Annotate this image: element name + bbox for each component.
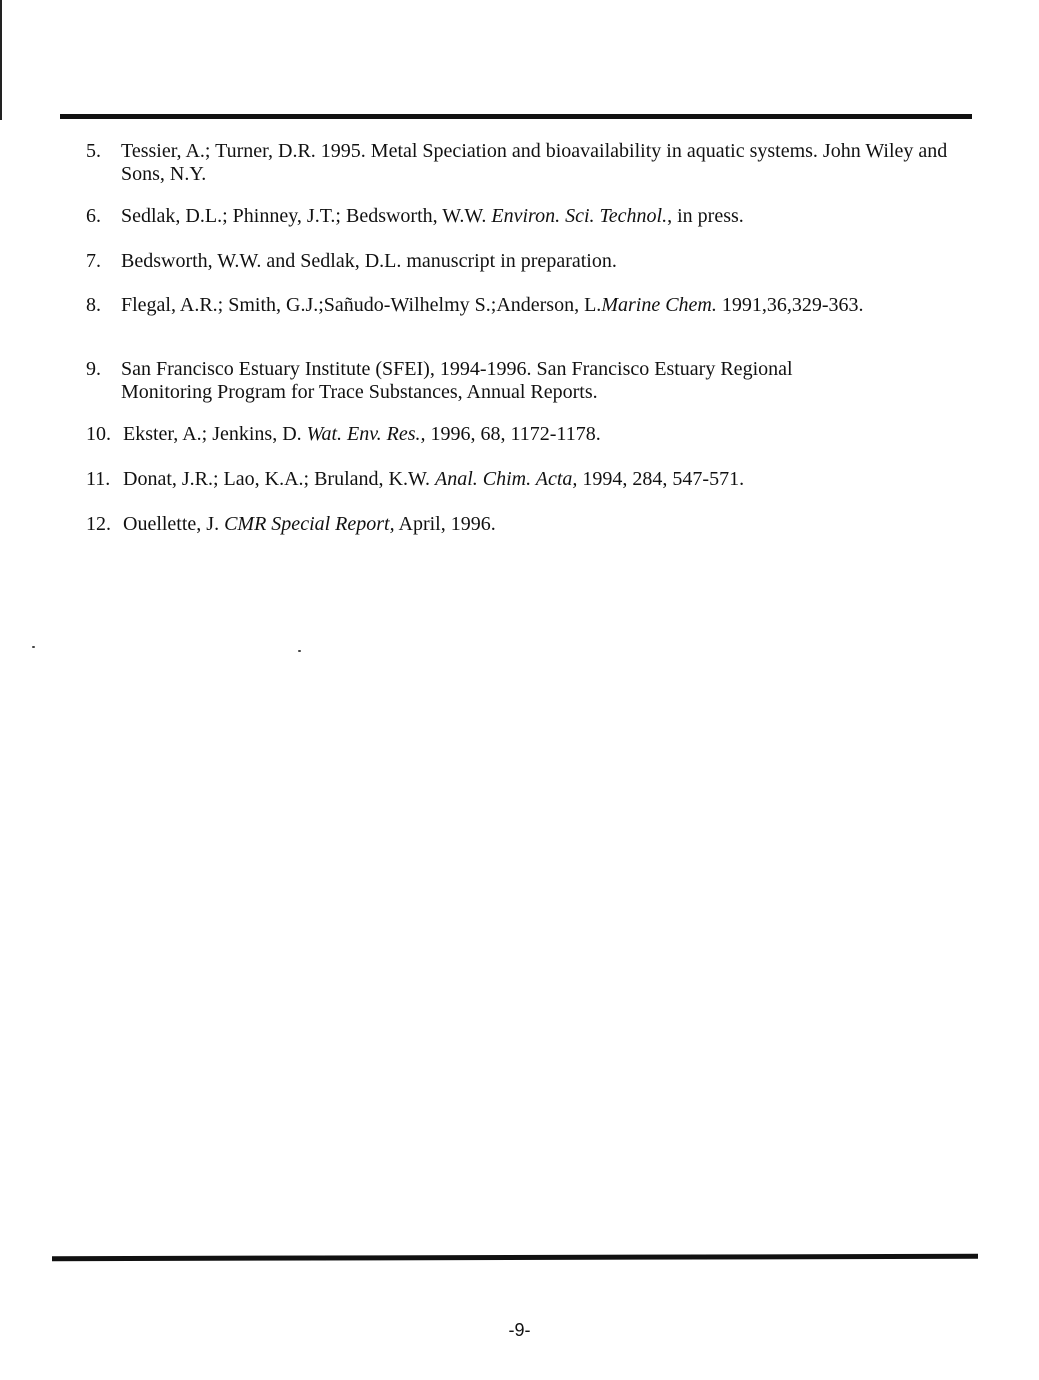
reference-item-10 [86, 423, 956, 446]
reference-item-11 [86, 468, 956, 491]
scan-speck [298, 650, 301, 652]
reference-text: Sedlak, D.L.; Phinney, J.T.; Bedsworth, W.W. Environ. Sci. Technol., in press. [121, 205, 744, 227]
reference-number: 9. [86, 358, 101, 380]
reference-text: San Francisco Estuary Institute (SFEI), 1994-1996. San Francisco Estuary Regional Monitoring Program for Trace Substances, Annual Reports. [121, 358, 793, 403]
top-rule [60, 114, 972, 119]
reference-item-6 [86, 205, 956, 228]
journal-title: Wat. Env. Res., [306, 423, 426, 445]
reference-number: 7. [86, 250, 101, 272]
reference-item-5 [86, 140, 956, 186]
journal-title: Anal. Chim. Acta, [435, 468, 578, 490]
journal-title: Marine Chem. [601, 294, 717, 316]
reference-text: Flegal, A.R.; Smith, G.J.;Sañudo-Wilhelmy S.;Anderson, L.Marine Chem. 1991,36,329-363. [121, 294, 864, 316]
journal-title: Environ. Sci. Technol. [491, 205, 668, 227]
reference-number: 10. [86, 423, 111, 445]
reference-number: 8. [86, 294, 101, 316]
reference-item-9 [86, 358, 956, 404]
reference-item-7 [86, 250, 956, 273]
scan-edge-mark [0, 0, 2, 120]
bottom-rule [52, 1254, 978, 1261]
reference-item-8 [86, 294, 956, 317]
reference-text: Tessier, A.; Turner, D.R. 1995. Metal Speciation and bioavailability in aquatic systems. John Wiley and Sons, N.Y. [121, 140, 948, 185]
page-number: -9- [508, 1320, 531, 1340]
reference-number: 6. [86, 205, 101, 227]
reference-text: Bedsworth, W.W. and Sedlak, D.L. manuscript in preparation. [121, 250, 617, 272]
reference-text: Ouellette, J. CMR Special Report, April, 1996. [123, 513, 496, 535]
reference-number: 12. [86, 513, 111, 535]
reference-text: Ekster, A.; Jenkins, D. Wat. Env. Res., 1996, 68, 1172-1178. [123, 423, 601, 445]
reference-text: Donat, J.R.; Lao, K.A.; Bruland, K.W. Anal. Chim. Acta, 1994, 284, 547-571. [123, 468, 745, 490]
scan-speck [32, 646, 35, 648]
publication-title: CMR Special Report, [224, 513, 395, 535]
reference-number: 5. [86, 140, 101, 162]
reference-item-12 [86, 513, 956, 536]
reference-number: 11. [86, 468, 111, 490]
